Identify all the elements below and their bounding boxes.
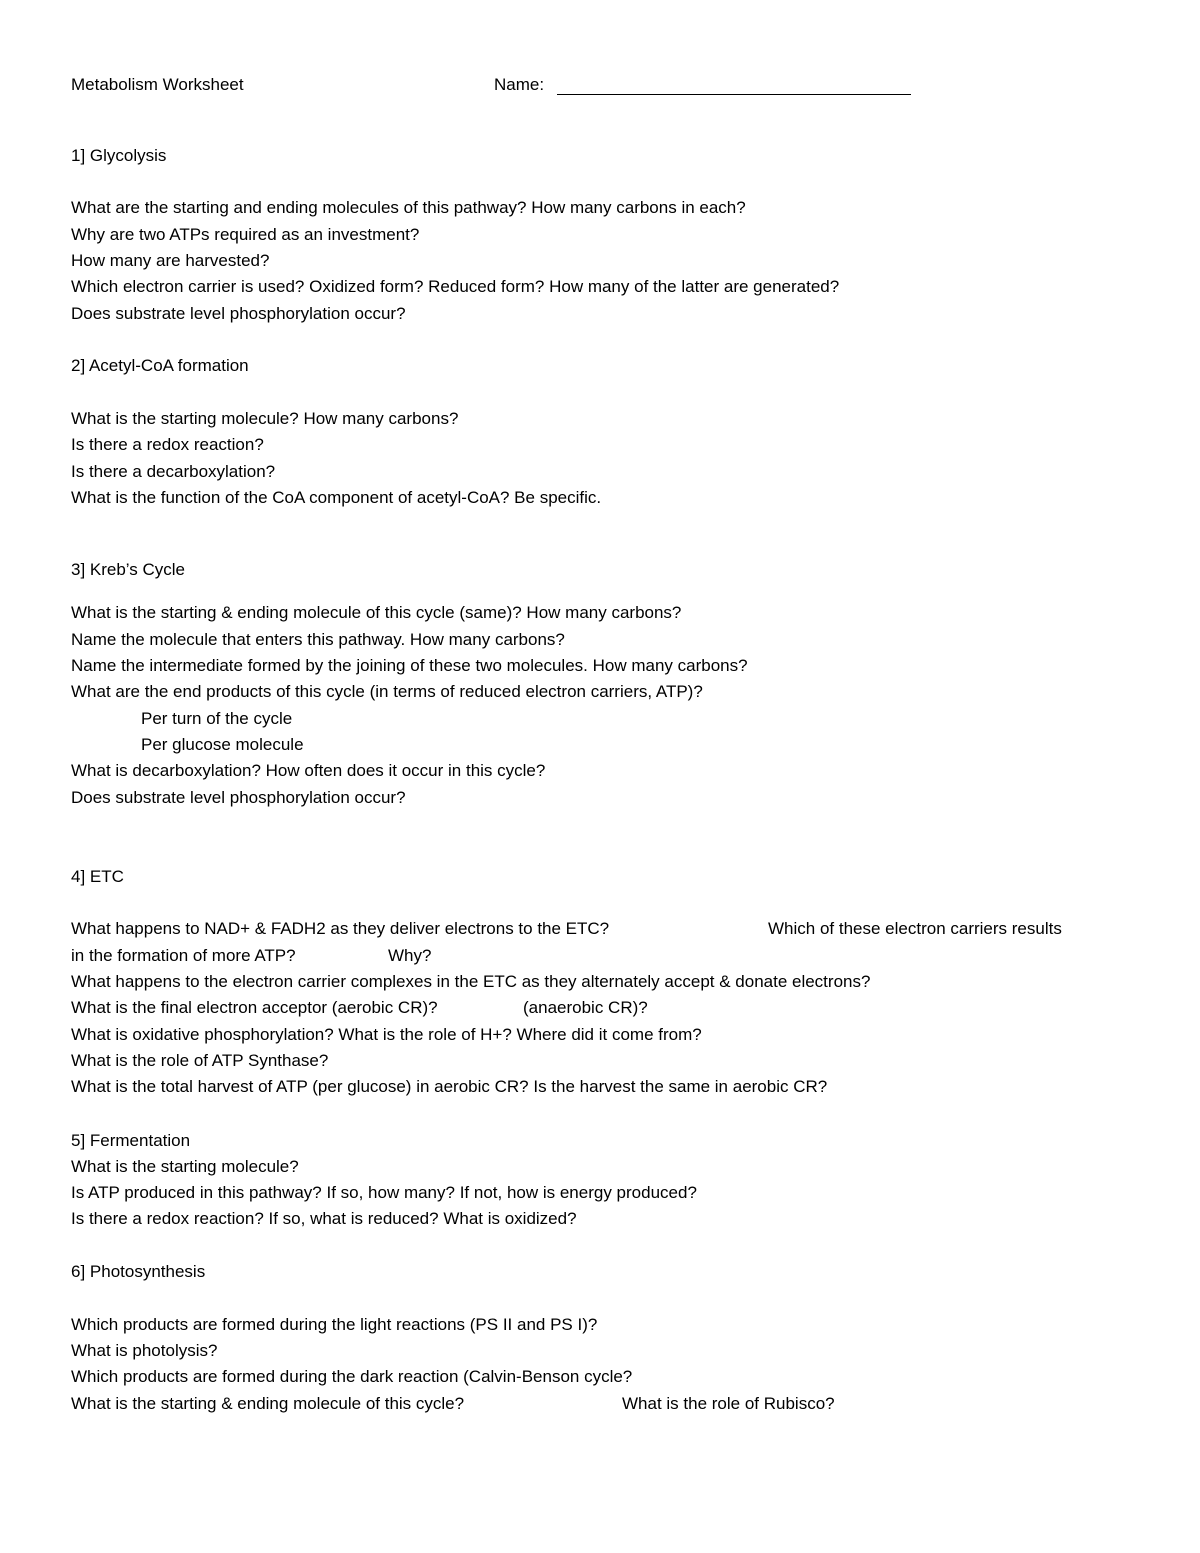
name-label: Name: [494,75,545,94]
question: What are the starting and ending molecules of this pathway? How many carbons in each? [71,198,746,217]
question: What is the final electron acceptor (aerobic CR)? [71,998,438,1017]
question: Which electron carrier is used? Oxidized form? Reduced form? How many of the latter are generated? [71,277,840,296]
question: Name the molecule that enters this pathway. How many carbons? [71,630,565,649]
question: What is decarboxylation? How often does it occur in this cycle? [71,761,546,780]
section-heading-photosynthesis: 6] Photosynthesis [71,1262,206,1281]
question: What is the starting molecule? How many carbons? [71,409,459,428]
worksheet-title: Metabolism Worksheet [71,75,244,94]
question: Does substrate level phosphorylation occur? [71,304,406,323]
section-heading-krebs: 3] Kreb’s Cycle [71,560,186,579]
question: Is there a decarboxylation? [71,462,276,481]
sub-question: Per glucose molecule [141,735,304,754]
question: Is there a redox reaction? [71,435,264,454]
question: What is the function of the CoA component of acetyl-CoA? Be specific. [71,488,602,507]
question: What is the total harvest of ATP (per glucose) in aerobic CR? Is the harvest the same in aerobic CR? [71,1077,828,1096]
question: What is the starting & ending molecule of this cycle? [71,1394,465,1413]
section-heading-fermentation: 5] Fermentation [71,1131,191,1150]
question: What is photolysis? [71,1341,218,1360]
question: Is ATP produced in this pathway? If so, how many? If not, how is energy produced? [71,1183,697,1202]
question: Why? [388,946,432,965]
question: Which products are formed during the dark reaction (Calvin-Benson cycle? [71,1367,633,1386]
question: (anaerobic CR)? [523,998,648,1017]
question: Which products are formed during the light reactions (PS II and PS I)? [71,1315,598,1334]
section-heading-acetyl-coa: 2] Acetyl-CoA formation [71,356,249,375]
question: Name the intermediate formed by the joining of these two molecules. How many carbons? [71,656,748,675]
question: Which of these electron carriers results [768,919,1062,938]
question: What is oxidative phosphorylation? What is the role of H+? Where did it come from? [71,1025,702,1044]
section-heading-glycolysis: 1] Glycolysis [71,146,167,165]
name-blank-line [557,94,911,95]
question: What is the starting molecule? [71,1157,299,1176]
section-heading-etc: 4] ETC [71,867,124,886]
question: What is the role of ATP Synthase? [71,1051,329,1070]
question: Does substrate level phosphorylation occur? [71,788,406,807]
question: What is the starting & ending molecule of this cycle (same)? How many carbons? [71,603,682,622]
question: What happens to NAD+ & FADH2 as they deliver electrons to the ETC? [71,919,610,938]
question: What happens to the electron carrier complexes in the ETC as they alternately accept & donate electrons? [71,972,871,991]
question: Why are two ATPs required as an investment? [71,225,420,244]
sub-question: Per turn of the cycle [141,709,293,728]
question: How many are harvested? [71,251,270,270]
question: in the formation of more ATP? [71,946,296,965]
question: What are the end products of this cycle (in terms of reduced electron carriers, ATP)? [71,682,703,701]
question: What is the role of Rubisco? [622,1394,835,1413]
question: Is there a redox reaction? If so, what is reduced? What is oxidized? [71,1209,577,1228]
